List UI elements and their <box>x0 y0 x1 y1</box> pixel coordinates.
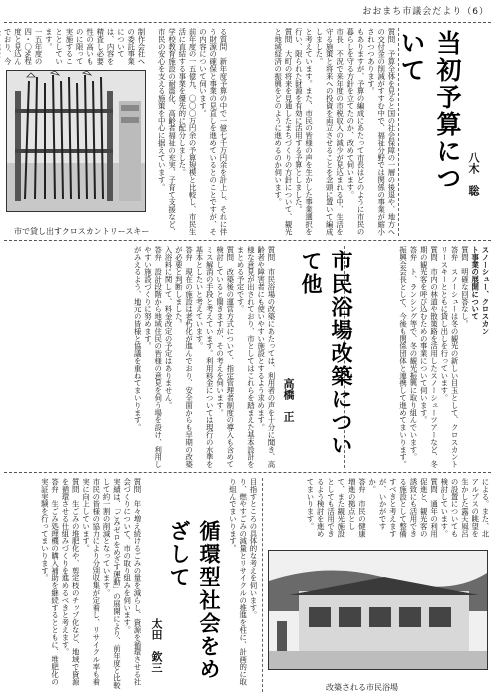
article-title: 当初予算について <box>397 30 462 192</box>
body-text: 答弁 ト、ランシング等で、冬の観光振興に取り組んでいます。 <box>408 246 418 461</box>
body-text: 質問 年々増え続けるごみの量を減らし、資源を循環させる社会づくりについて、市の取り組みを伺います。 <box>122 478 142 686</box>
body-text: 答弁 生ごみ処理機の購入補助を継続するとともに、堆肥化の実証実験を行ってまいります。 <box>40 478 60 686</box>
body-text: 質問 生ごみの堆肥化や、剪定枝のチップ化など、地域で資源を循環させる仕組みづくりを進めるべきと考えます。 <box>60 478 81 686</box>
photo-caption: 市で貸し出すクロスカントリースキー <box>14 227 150 236</box>
body-text: 目指すところの具体的な考えを伺います。 <box>249 478 258 619</box>
tourism-article <box>348 246 490 468</box>
column-divider <box>262 478 263 692</box>
body-text: 学校教育施設の耐震化、高齢者福祉の充実、子育て支援など、市民の安心を支える施策を中心に据えています。 <box>157 28 177 236</box>
body-text: り、燃やすごみの減量とリサイクルの推進を柱に、計画的に取り組んでまいります。 <box>228 478 248 686</box>
body-text: 答弁 市民の健康増進の拠点として、また観光施設としても活用できるよう検討を進めてまいります。 <box>305 478 367 538</box>
body-text: 答弁 スノーシューは冬の観光の新しい目玉として、クロスカントリースキーとともに貸し出しを行っています。 <box>439 246 460 468</box>
body-text: 質問 予算全体を見ると国の社会保障の一層の後退や、地方への交付金の削減がすすむ中で、福祉分野では関係の事業が縮小されつつあります。 <box>366 28 396 236</box>
body-text: る質問 新年度予算の中で一億七千万円余を計上し、それに伴う財源の確保と事業の見直しを進めているとのことですが、その内容について伺います。 <box>198 28 228 236</box>
recycle-article-body <box>6 478 142 692</box>
body-text: 様な意見が出されており、市としてはこれらを踏まえた基本設計をまとめる予定です。 <box>236 246 256 468</box>
column-divider <box>398 28 399 236</box>
top-rule <box>4 22 491 23</box>
article-title: 循環型社会をめざして <box>167 520 222 681</box>
body-text: 前年度の一五億九、〇〇〇万円余の予算規模と比較し、市民生活に直結する事業を優先的に配分しました。 <box>177 28 198 236</box>
article-author: 高橋 正 <box>282 378 295 422</box>
body-text: 質問 大町の将来を見通したまちづくりの方針について、観光と地域経済の振興をどのように進めるのか伺います。 <box>273 28 294 236</box>
bath-building-image <box>269 551 487 669</box>
body-text: 質問 市民浴場の改築にあたっては、利用者の声を十分に聞き、高齢者や障害者にも使いやすい施設とするよう求めます。 <box>256 246 276 468</box>
ski-photo <box>6 70 146 212</box>
body-text: 制作会社への委託事業については、内容を精査し必要性の高いものに限って実施することとしています。 <box>44 28 146 65</box>
article-body <box>230 28 396 236</box>
bath-article-body <box>6 246 276 468</box>
ski-rack-image <box>7 71 145 211</box>
article-author: 八木 聡 <box>467 152 480 196</box>
subheading: スノーシュー、クロスカン <box>481 246 490 335</box>
bath-article-continued <box>306 478 490 544</box>
body-text: 答弁 設計段階から地域住民の皆様の意見を伺う場を設け、利用しやすい施設づくりに努めます。 <box>143 246 163 468</box>
body-text: 入浴料に関して、料金改定の予定はありません。 <box>164 246 174 409</box>
article-title: 市民浴場改築について他 <box>299 250 354 457</box>
article-body <box>150 28 228 236</box>
photo-caption: 改築される市民浴場 <box>326 683 398 692</box>
body-text: 答弁 現在の施設は老朽化が進んでおり、安全面からも早期の改築が必要と判断しました。 <box>174 246 194 468</box>
body-text: 一五年度の四・〇%程度と見込んでおり、今 <box>3 28 44 65</box>
body-text: 質問 明確な回答なし。 <box>460 246 470 328</box>
body-text: 市長 不況で来年度の市税収入の減少が見込まれる中、生活を守る施策と将来への投資を両立させることを念頭に置いて編成しました。 <box>314 28 345 236</box>
lower-rule <box>4 472 491 473</box>
body-text: 市民の皆様の協力により分別収集が定着し、リサイクル率も着実に向上しています。 <box>81 478 101 686</box>
body-text: もありますが、予算の編成にあたって市長はどのように市民の暮らしを守る方針を立てたのか、改めて伺います。 <box>345 28 366 236</box>
body-text: による。また、北アルプスの眺望を生かした露天風呂の設置についても検討しています。 <box>439 478 490 538</box>
body-text: がみえるよう、地元の皆様と協議を重ねてまいります。 <box>133 246 143 431</box>
body-text: ミス解消の手段と考えています。利用料金については現行の水準を基本としたいと考えています。 <box>194 246 215 468</box>
page-header: おおまち市議会だより（6） <box>362 7 489 17</box>
body-text: 質問 市内の林道や散策路を活用したスノーシューツアーなど、冬期の観光客を呼び込むための事業について伺います。 <box>419 246 439 468</box>
bath-photo <box>268 550 488 670</box>
body-text: 振興会会長として、今後も関係団体と連携して進めてまいります。 <box>398 246 408 468</box>
subheading: ト事業の展開について <box>470 246 480 320</box>
article-body <box>3 28 146 66</box>
article-author: 太田 欽三 <box>150 618 163 673</box>
body-text: 実績は、「ごみゼロをめざす運動」の展開により、前年度と比較して約一割の削減となっています。 <box>102 478 122 689</box>
body-text: 質問 通年の利用促進と、観光客の誘致にも活用できる施設として整備すべきと考えますが、いかがですか。 <box>367 478 439 538</box>
middle-rule <box>4 240 491 241</box>
body-text: と考えています。また、市民の皆様の声を生かした事業選択を行い、限られた財源を有効に活用する予算としました。 <box>294 28 314 236</box>
body-text: 質問 改築後の運営方式について、指定管理者制度の導入も含めて検討していると聞きますが、その考えを伺います。 <box>215 246 235 468</box>
